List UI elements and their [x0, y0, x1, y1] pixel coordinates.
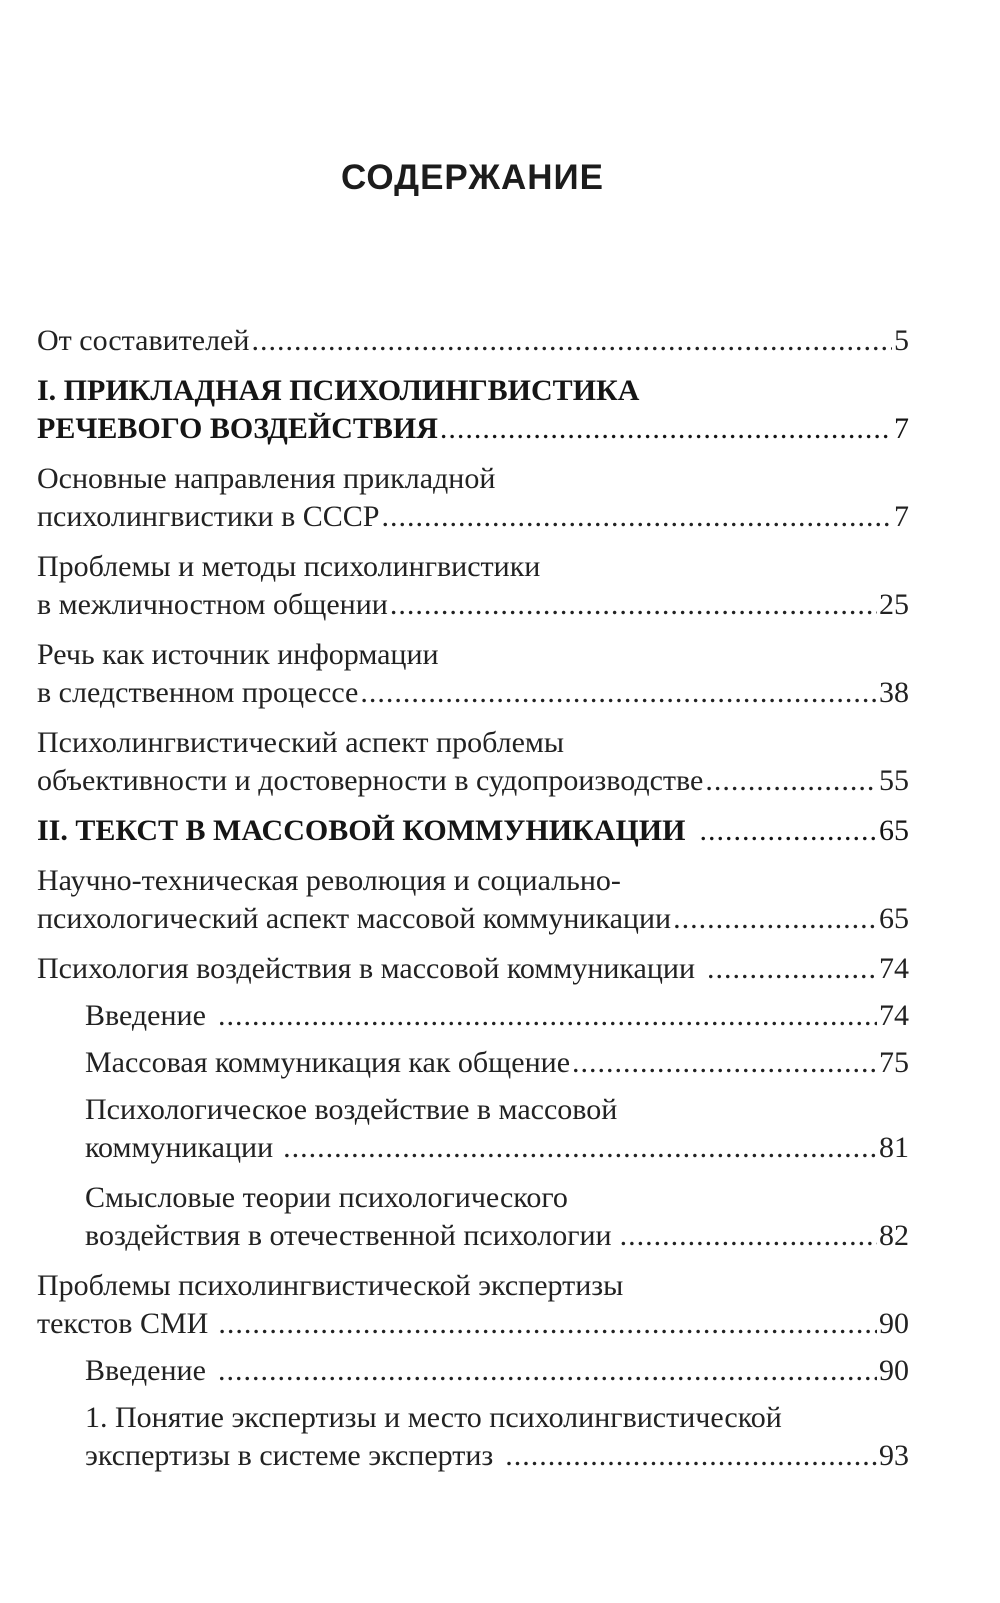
toc-entry-title-line: воздействия в отечественной психологии [85, 1219, 612, 1252]
toc-entry-title-line: РЕЧЕВОГО ВОЗДЕЙСТВИЯ [37, 412, 438, 445]
toc-entry-title: Психология воздействия в массовой коммуникации [37, 952, 696, 985]
leader-dots [620, 1217, 877, 1255]
page-title: СОДЕРЖАНИЕ [340, 158, 604, 197]
toc-entry-title-line: в следственном процессе [37, 676, 359, 709]
toc-page-number: 74 [879, 952, 909, 985]
leader-dots [283, 1129, 877, 1167]
toc-entry-title-line: психолингвистики в СССР [37, 500, 380, 533]
toc-entry-expertise-problems [37, 1267, 909, 1343]
toc-page-number: 75 [879, 1046, 909, 1079]
toc-entry-title-line: I. ПРИКЛАДНАЯ ПСИХОЛИНГВИСТИКА [37, 374, 640, 407]
toc-entry-title-line: Речь как источник информации [37, 638, 439, 671]
toc-page-number: 82 [879, 1219, 909, 1252]
toc-subentry-semantic-theories [85, 1179, 909, 1255]
toc-page-number: 7 [894, 500, 909, 533]
toc-entry-title: Массовая коммуникация как общение [85, 1046, 571, 1079]
toc-entry-title: Введение [85, 999, 206, 1032]
leader-dots [707, 950, 877, 988]
toc-subentry-mass-communication [85, 1044, 909, 1082]
leader-dots [360, 674, 877, 712]
table-of-contents [37, 322, 909, 1475]
leader-dots [218, 1305, 877, 1343]
toc-entry-title-line: психологический аспект массовой коммуникации [37, 902, 672, 935]
toc-page-number: 74 [879, 999, 909, 1032]
toc-entry-speech-source [37, 636, 909, 712]
toc-entry-title-line: в межличностном общении [37, 588, 388, 621]
toc-page-number: 5 [894, 324, 909, 357]
toc-page-number: 65 [879, 902, 909, 935]
leader-dots [572, 1044, 877, 1082]
toc-entry-title-line: Проблемы и методы психолингвистики [37, 550, 541, 583]
leader-dots [251, 322, 892, 360]
leader-dots [673, 900, 877, 938]
toc-subentry-psychological-influence [85, 1091, 909, 1167]
toc-section-2 [37, 812, 909, 850]
toc-page-number: 90 [879, 1307, 909, 1340]
toc-entry-title-line: текстов СМИ [37, 1307, 209, 1340]
toc-entry-title-line: Смысловые теории психологического [85, 1181, 568, 1214]
toc-page-number: 25 [879, 588, 909, 621]
toc-entry-scientific-revolution [37, 862, 909, 938]
toc-entry-title-line: 1. Понятие экспертизы и место психолингвистической [85, 1401, 782, 1434]
toc-entry-title-line: Психолингвистический аспект проблемы [37, 726, 565, 759]
toc-entry-psychology-influence [37, 950, 909, 988]
toc-entry-title: Введение [85, 1354, 206, 1387]
toc-entry-title-line: объективности и достоверности в судопроизводстве [37, 764, 704, 797]
leader-dots [505, 1437, 877, 1475]
toc-page-number: 65 [879, 814, 909, 847]
toc-page-number: 81 [879, 1131, 909, 1164]
toc-subentry-expertise-concept [85, 1399, 909, 1475]
toc-subentry-introduction-2 [85, 1352, 909, 1390]
toc-entry-psycholinguistic-aspect [37, 724, 909, 800]
toc-page-number: 55 [879, 764, 909, 797]
toc-entry-title-line: Проблемы психолингвистической экспертизы [37, 1269, 624, 1302]
toc-entry-title-line: Психологическое воздействие в массовой [85, 1093, 618, 1126]
toc-entry-title: От составителей [37, 324, 250, 357]
toc-page-number: 7 [894, 412, 909, 445]
toc-page-number: 90 [879, 1354, 909, 1387]
toc-section-1 [37, 372, 909, 448]
leader-dots [218, 997, 877, 1035]
leader-dots [218, 1352, 877, 1390]
toc-page-number: 38 [879, 676, 909, 709]
toc-subentry-introduction [85, 997, 909, 1035]
toc-entry-problems-methods [37, 548, 909, 624]
leader-dots [381, 498, 892, 536]
toc-entry-title-line: экспертизы в системе экспертиз [85, 1439, 494, 1472]
toc-entry-title-line: Научно-техническая революция и социально- [37, 864, 621, 897]
leader-dots [390, 586, 877, 624]
leader-dots [440, 410, 892, 448]
toc-entry-from-compilers [37, 322, 909, 360]
toc-page-number: 93 [879, 1439, 909, 1472]
toc-entry-title-line: коммуникации [85, 1131, 274, 1164]
leader-dots [705, 762, 877, 800]
toc-entry-title-line: Основные направления прикладной [37, 462, 496, 495]
toc-entry-main-directions [37, 460, 909, 536]
leader-dots [699, 812, 877, 850]
toc-entry-title: II. ТЕКСТ В МАССОВОЙ КОММУНИКАЦИИ [37, 814, 686, 847]
